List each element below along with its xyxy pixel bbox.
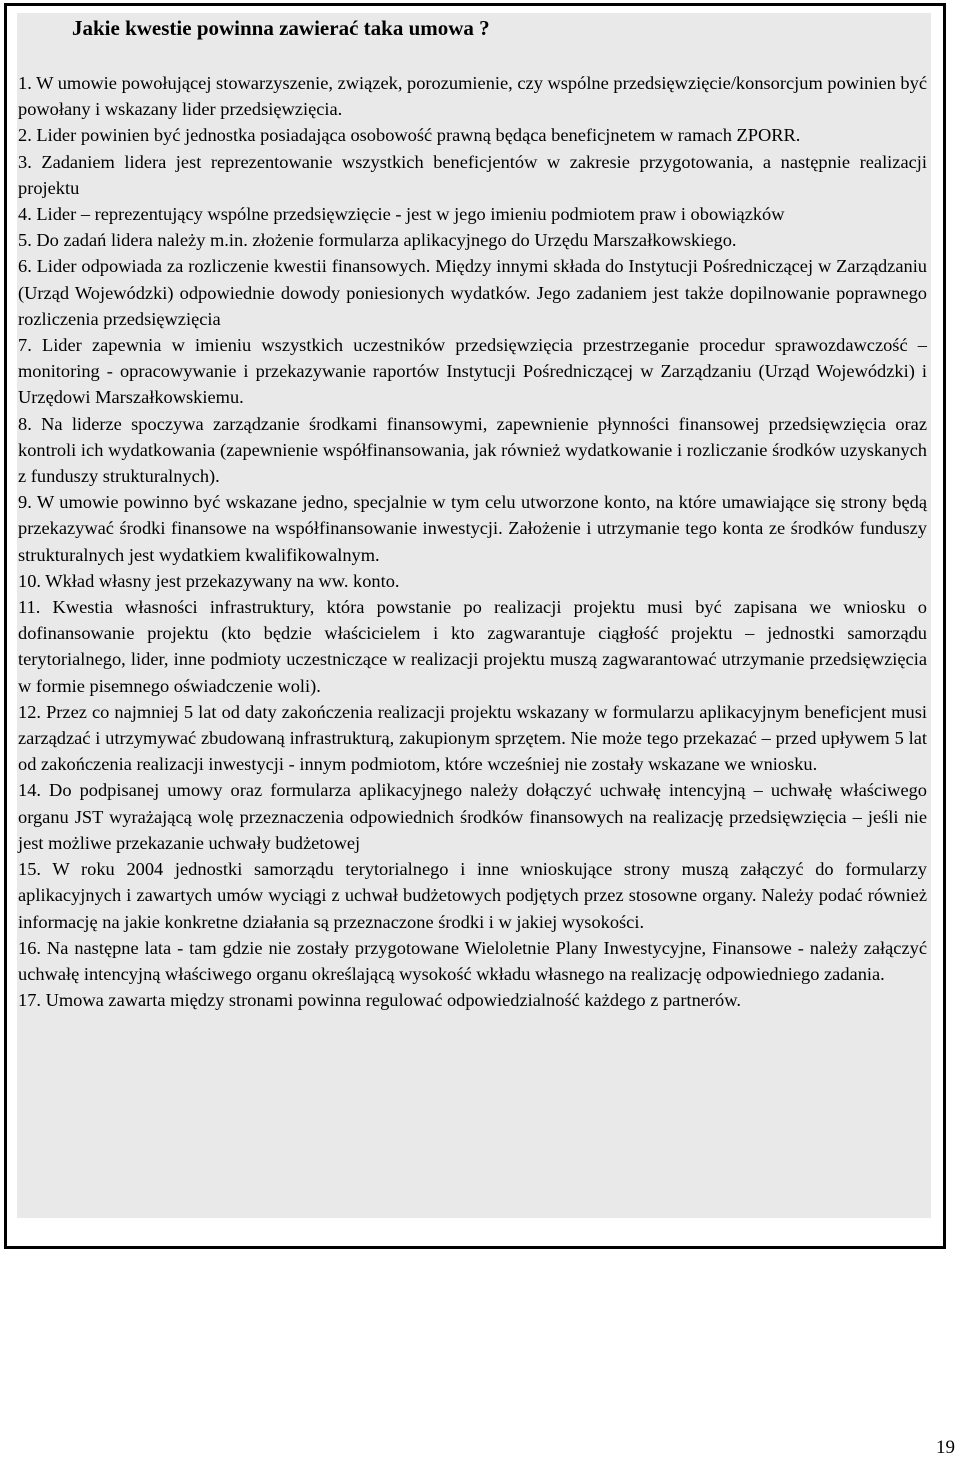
list-item: 5. Do zadań lidera należy m.in. złożenie formularza aplikacyjnego do Urzędu Marszałkowskiego. — [18, 230, 737, 251]
list-item: 16. Na następne lata - tam gdzie nie zostały przygotowane Wieloletnie Plany Inwestycyjne, Finansowe - należy załączyć uchwałę intencyjną właściwego organu określającą wysokość wkładu własnego na realizację odpowiedniego zadania. — [18, 937, 927, 984]
list-item: 17. Umowa zawarta między stronami powinna regulować odpowiedzialność każdego z partnerów. — [18, 990, 741, 1011]
list-item: 1. W umowie powołującej stowarzyszenie, związek, porozumienie, czy wspólne przedsięwzięcie/konsorcjum powinien być powołany i wskazany lider przedsięwzięcia. — [18, 73, 927, 120]
page-number: 19 — [936, 1437, 955, 1458]
list-item: 9. W umowie powinno być wskazane jedno, specjalnie w tym celu utworzone konto, na które umawiające się strony będą przekazywać środki finansowe na współfinansowanie inwestycji. Założenie i utrzymanie tego konta ze środków funduszy strukturalnych jest wydatkiem kwalifikowalnym. — [18, 492, 927, 565]
list-item: 2. Lider powinien być jednostka posiadająca osobowość prawną będąca beneficjnetem w ramach ZPORR. — [18, 125, 801, 146]
requirements-list — [18, 70, 927, 1013]
list-item: 4. Lider – reprezentujący wspólne przedsięwzięcie - jest w jego imieniu podmiotem praw i obowiązków — [18, 204, 785, 225]
list-item: 8. Na liderze spoczywa zarządzanie środkami finansowymi, zapewnienie płynności finansowej przedsięwzięcia oraz kontroli ich wydatkowania (zapewnienie współfinansowania, jak również wydatkowanie i rozliczanie środków uzyskanych z funduszy strukturalnych). — [18, 413, 927, 487]
list-item: 10. Wkład własny jest przekazywany na ww. konto. — [18, 570, 400, 591]
list-item: 11. Kwestia własności infrastruktury, która powstanie po realizacji projektu musi być zapisana we wniosku o dofinansowanie projektu (kto będzie właścicielem i kto zagwarantuje ciągłość projektu – jednostki samorządu terytorialnego, lider, inne podmioty uczestniczące w realizacji projektu muszą zagwarantować utrzymanie przedsięwzięcia w formie pisemnego oświadczenie woli). — [18, 597, 927, 696]
list-item: 12. Przez co najmniej 5 lat od daty zakończenia realizacji projektu wskazany w formularzu aplikacyjnym beneficjent musi zarządzać i utrzymywać zbudowaną infrastrukturą, zakupionym sprzętem. Nie może tego przekazać – przed upływem 5 lat od zakończenia realizacji inwestycji - innym podmiotom, które wcześniej nie zostały wskazane we wniosku. — [18, 701, 927, 775]
list-item: 6. Lider odpowiada za rozliczenie kwestii finansowych. Między innymi składa do Instytucji Pośredniczącej w Zarządzaniu (Urząd Wojewódzki) odpowiednie dowody poniesionych wydatków. Jego zadaniem jest także dopilnowanie poprawnego rozliczenia przedsięwzięcia — [18, 256, 927, 329]
list-item: 15. W roku 2004 jednostki samorządu terytorialnego i inne wnioskujące strony muszą załączyć do formularzy aplikacyjnych i zawartych umów wyciągi z uchwał budżetowych podjętych przez stosowne organy. Należy podać również informację na jakie konkretne działania są przeznaczone środki i w jakiej wysokości. — [18, 859, 927, 932]
list-item: 7. Lider zapewnia w imieniu wszystkich uczestników przedsięwzięcia przestrzeganie procedur sprawozdawczość – monitoring - opracowywanie i przekazywanie raportów Instytucji Pośredniczącej w Zarządzaniu (Urząd Wojewódzki) i Urzędowi Marszałkowskiemu. — [18, 335, 927, 408]
list-item: 3. Zadaniem lidera jest reprezentowanie wszystkich beneficjentów w zakresie przygotowania, a następnie realizacji projektu — [18, 151, 927, 198]
section-title: Jakie kwestie powinna zawierać taka umowa ? — [72, 16, 490, 40]
list-item: 14. Do podpisanej umowy oraz formularza aplikacyjnego należy dołączyć uchwałę intencyjną – uchwałę właściwego organu JST wyrażającą wolę przeznaczenia odpowiednich środków finansowych na realizację przedsięwzięcia – jeśli nie jest możliwe przekazanie uchwały budżetowej — [18, 780, 927, 853]
